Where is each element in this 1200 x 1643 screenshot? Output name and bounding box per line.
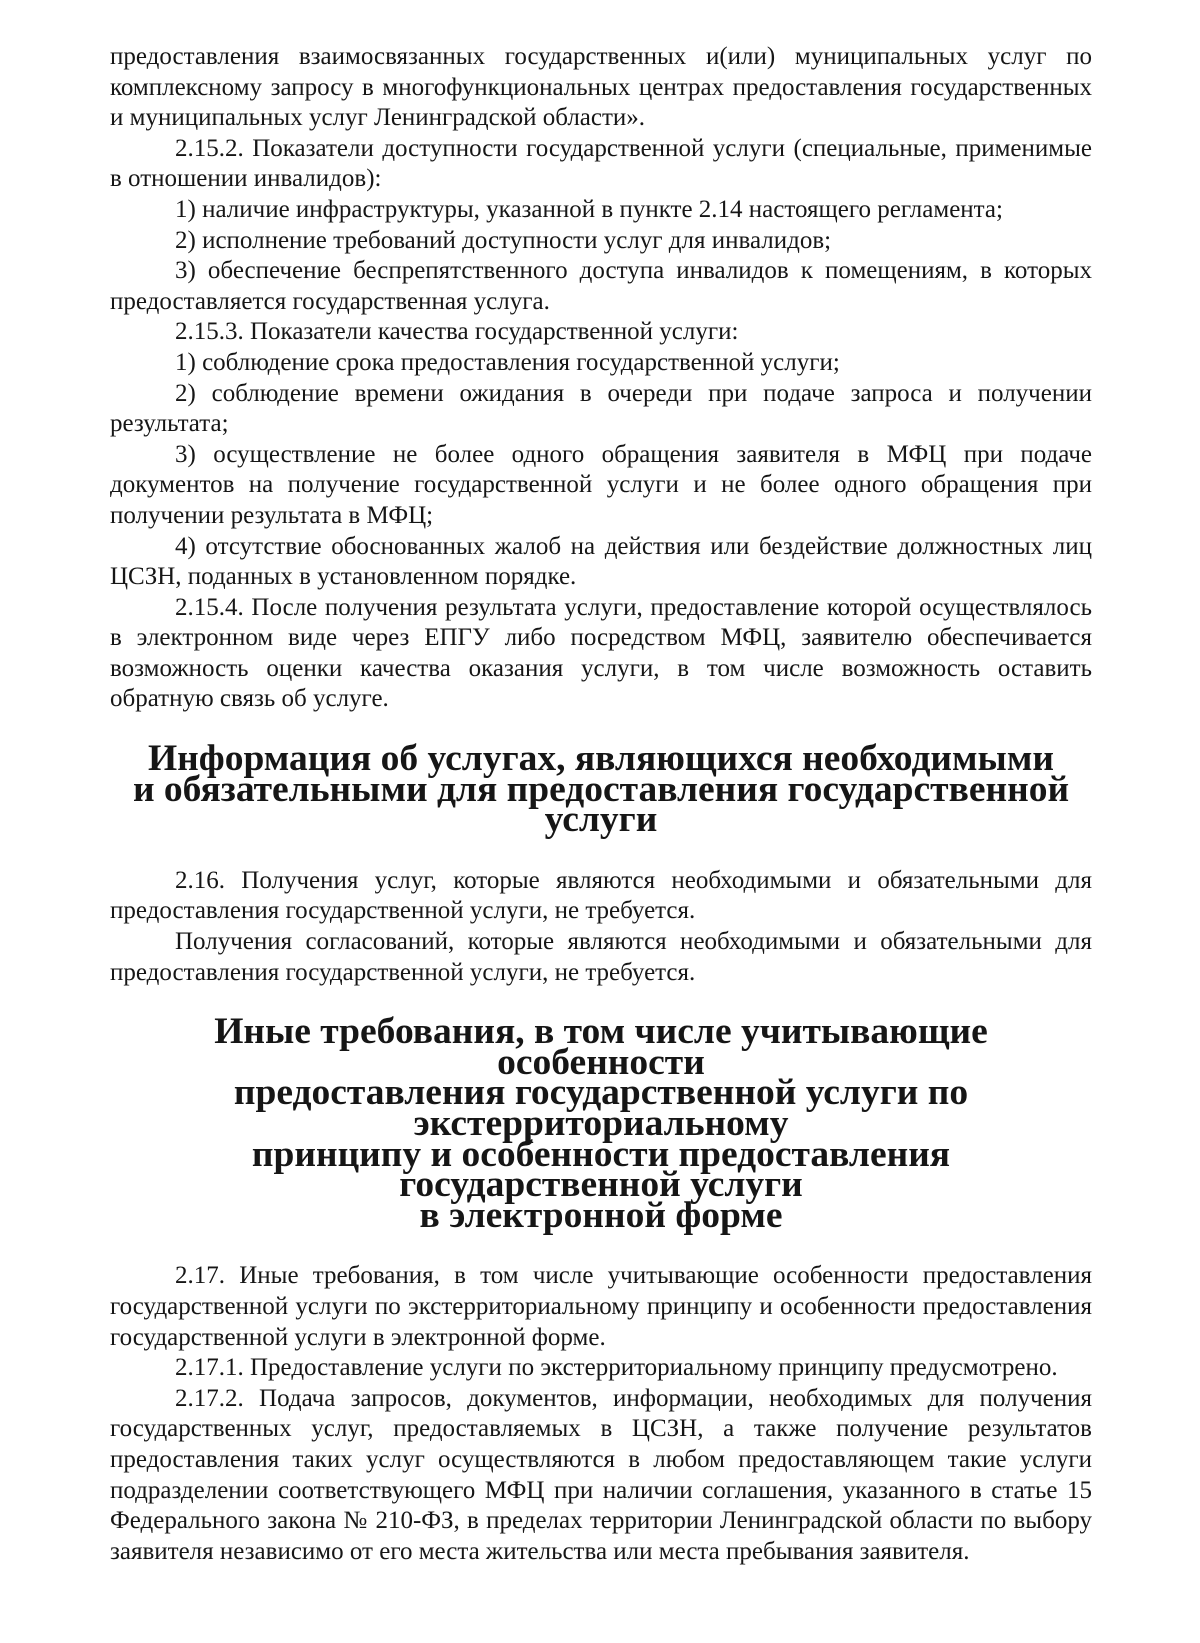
heading-line: принципу и особенности предоставления государственной услуги (251, 1133, 951, 1206)
paragraph-2-17-1: 2.17.1. Предоставление услуги по экстерриториальному принципу предусмотрено. (175, 1354, 1058, 1382)
paragraph-2-16: 2.16. Получения услуг, которые являются необходимыми и обязательными для предоставления государственной услуги, не требуется. (110, 866, 1092, 925)
list-item: 4) отсутствие обоснованных жалоб на действия или бездействие должностных лиц ЦСЗН, поданных в установленном порядке. (110, 532, 1092, 591)
paragraph-2-15-3: 2.15.3. Показатели качества государственной услуги: (175, 318, 739, 346)
paragraph-2-17: 2.17. Иные требования, в том числе учитывающие особенности предоставления государственной услуги по экстерриториальному принципу и особенности предоставления государственной услуги в электронной форме. (110, 1262, 1092, 1351)
document-body (110, 42, 1092, 1567)
paragraph: предоставления взаимосвязанных государственных и(или) муниципальных услуг по комплексному запросу в многофункциональных центрах предоставления государственных и муниципальных услуг Ленинградской области». (110, 43, 1092, 132)
heading-line: Иные требования, в том числе учитывающие особенности (214, 1011, 988, 1083)
heading-line: в электронной форме (419, 1194, 783, 1236)
list-item: 3) осуществление не более одного обращения заявителя в МФЦ при подаче документов на получение государственной услуги и не более одного обращения при получении результата в МФЦ; (110, 440, 1092, 529)
paragraph-2-17-2: 2.17.2. Подача запросов, документов, информации, необходимых для получения государственных услуг, предоставляемых в ЦСЗН, а также получение результатов предоставления таких услуг осуществляются в любом предоставляющем такие услуги подразделении соответствующего МФЦ при наличии соглашения, указанного в статье 15 Федерального закона № 210-ФЗ, в пределах территории Ленинградской области по выбору заявителя независимо от его места жительства или места пребывания заявителя. (110, 1384, 1092, 1565)
list-item: 1) соблюдение срока предоставления государственной услуги; (175, 348, 840, 376)
list-item: 2) исполнение требований доступности услуг для инвалидов; (175, 226, 832, 254)
heading-line: и обязательными для предоставления государственной услуги (132, 768, 1070, 841)
section-heading-other-requirements (110, 1011, 1092, 1236)
paragraph: Получения согласований, которые являются необходимыми и обязательными для предоставления государственной услуги, не требуется. (110, 928, 1092, 986)
heading-line: Информация об услугах, являющихся необходимыми (148, 738, 1054, 780)
list-item: 2) соблюдение времени ожидания в очереди при подаче запроса и получении результата; (110, 379, 1092, 438)
list-item: 1) наличие инфраструктуры, указанной в пункте 2.14 настоящего регламента; (175, 195, 1003, 223)
section-heading-required-services (110, 738, 1092, 841)
paragraph-2-15-4: 2.15.4. После получения результата услуги, предоставление которой осуществлялось в электронном виде через ЕПГУ либо посредством МФЦ, заявителю обеспечивается возможность оценки качества оказания услуги, в том числе возможность оставить обратную связь об услуге. (110, 593, 1092, 713)
paragraph-2-15-2: 2.15.2. Показатели доступности государственной услуги (специальные, применимые в отношении инвалидов): (110, 134, 1092, 193)
heading-line: предоставления государственной услуги по экстерриториальному (233, 1072, 969, 1144)
list-item: 3) обеспечение беспрепятственного доступа инвалидов к помещениям, в которых предоставляется государственная услуга. (110, 257, 1092, 315)
